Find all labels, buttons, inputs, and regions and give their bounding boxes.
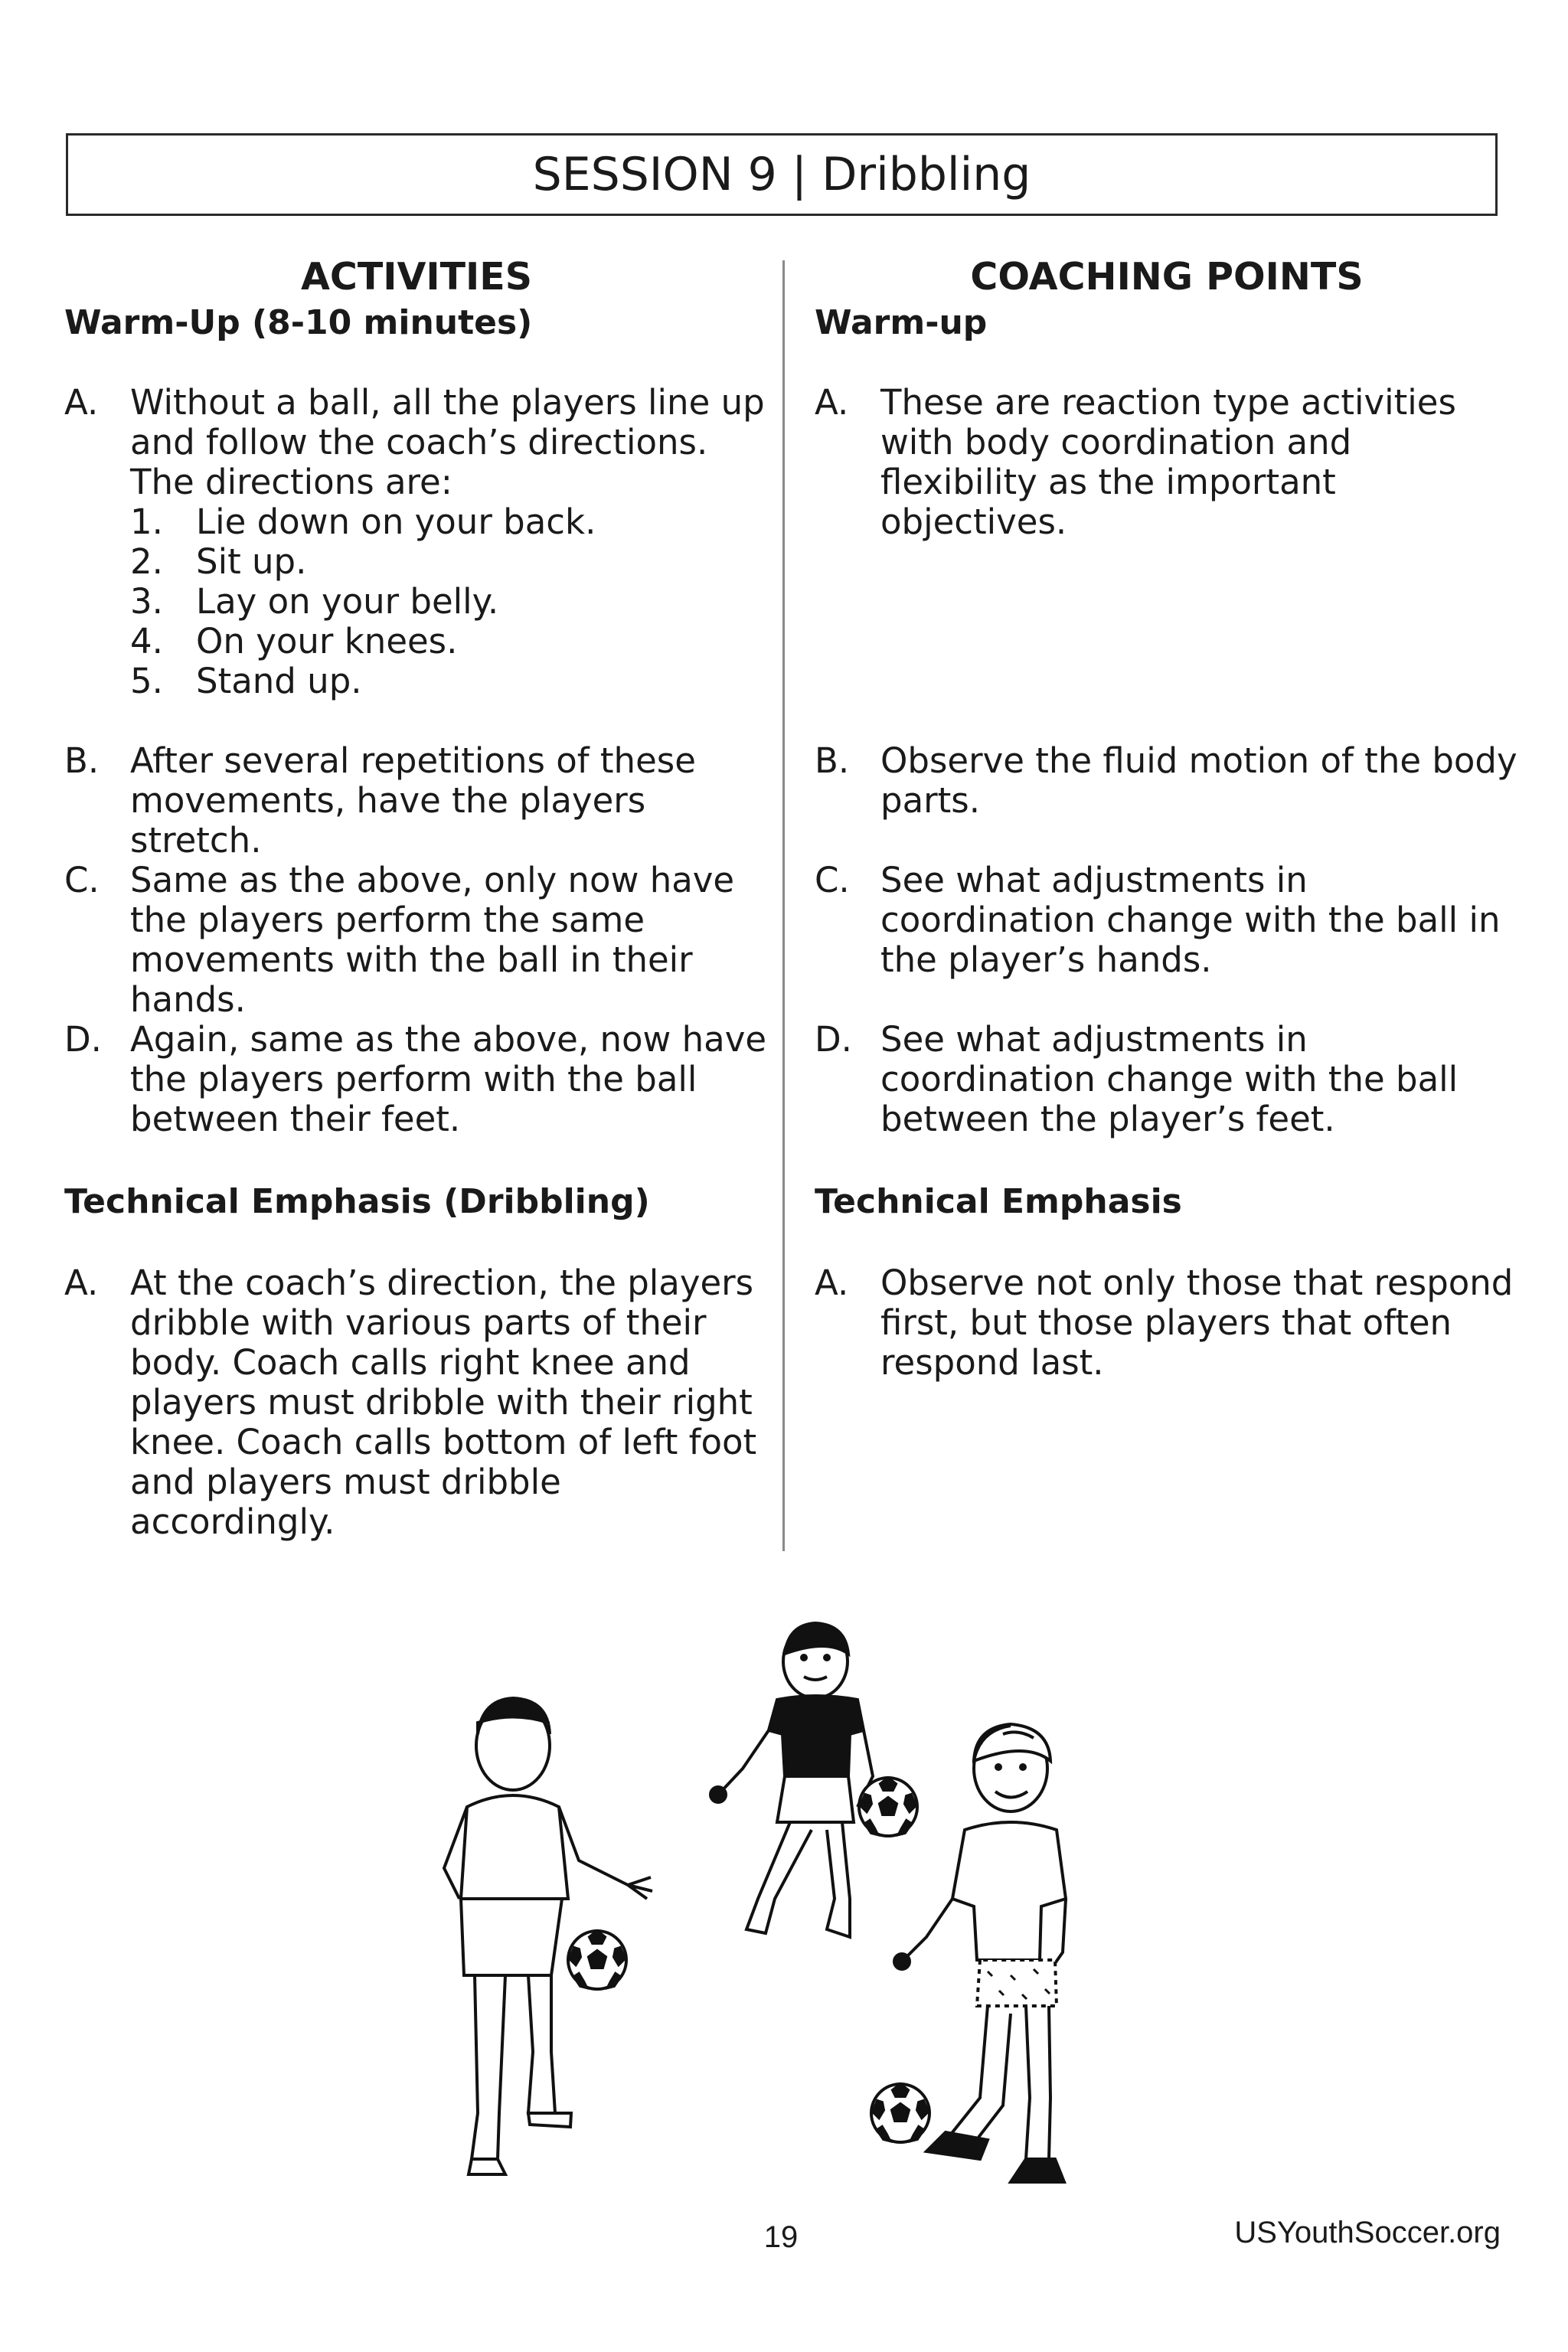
activities-column [64,253,769,1542]
item-letter: A. [64,382,99,423]
step-item: 3. Lay on your belly. [130,581,499,622]
technical-coaching-item-a: A. Observe not only those that respond first, but those players that often respond last. [815,1263,1519,1383]
item-text: Without a ball, all the players line up and follow the coach’s directions. The directions are: [130,382,765,502]
player-figure-left [444,1698,652,2174]
coaching-warmup-heading: Warm-up [815,303,988,342]
item-text: Observe the fluid motion of the body parts. [880,740,1517,821]
coaching-technical-heading: Technical Emphasis [815,1182,1182,1221]
activity-item-a [64,383,769,701]
activities-technical-heading: Technical Emphasis (Dribbling) [64,1182,650,1221]
coaching-item-b: B. Observe the fluid motion of the body parts. [815,741,1519,821]
item-text: Same as the above, only now have the players perform the same movements with the ball in their hands. [130,860,735,1020]
activities-heading: ACTIVITIES [300,255,533,299]
coaching-column [815,253,1519,1383]
technical-activity-item-a: A. At the coach’s direction, the players dribble with various parts of their body. Coach calls right knee and players must dribble with their right knee. Coach calls bottom of left foot and players must dribble accordingly. [64,1263,769,1542]
step-item: 5. Stand up. [130,661,362,701]
item-text: These are reaction type activities with body coordination and flexibility as the important objectives. [880,382,1456,542]
coaching-item-a: A. These are reaction type activities with body coordination and flexibility as the important objectives. [815,383,1519,542]
direction-steps [130,502,769,701]
item-text: Observe not only those that respond first, but those players that often respond last. [880,1263,1514,1383]
page-number: 19 [763,2220,799,2254]
item-text: See what adjustments in coordination change with the ball in the player’s hands. [880,860,1501,980]
activity-item-d: D. Again, same as the above, now have the players perform with the ball between their feet. [64,1020,769,1139]
coaching-item-c: C. See what adjustments in coordination change with the ball in the player’s hands. [815,861,1519,980]
activity-item-c: C. Same as the above, only now have the players perform the same movements with the ball in their hands. [64,861,769,1020]
players-dribbling-illustration [398,1577,1210,2220]
column-divider [782,260,785,1551]
player-figure-center [710,1623,917,1937]
item-text: Again, same as the above, now have the players perform with the ball between their feet. [130,1019,767,1139]
coaching-item-d: D. See what adjustments in coordination change with the ball between the player’s feet. [815,1020,1519,1139]
item-text: See what adjustments in coordination change with the ball between the player’s feet. [880,1019,1459,1139]
item-text: At the coach’s direction, the players dribble with various parts of their body. Coach calls right knee and players must dribble with their right knee. Coach calls bottom of left foot and players must dribble accordingly. [130,1263,757,1542]
website-link[interactable]: USYouthSoccer.org [1234,2216,1501,2249]
coaching-heading: COACHING POINTS [970,255,1364,299]
step-item: 4. On your knees. [130,621,458,662]
step-item: 1. Lie down on your back. [130,501,596,542]
activity-item-b: B. After several repetitions of these movements, have the players stretch. [64,741,769,861]
item-text: After several repetitions of these movements, have the players stretch. [130,740,696,861]
step-item: 2. Sit up. [130,541,307,582]
session-title: SESSION 9 | Dribbling [66,133,1498,216]
activities-warmup-heading: Warm-Up (8-10 minutes) [64,303,533,342]
